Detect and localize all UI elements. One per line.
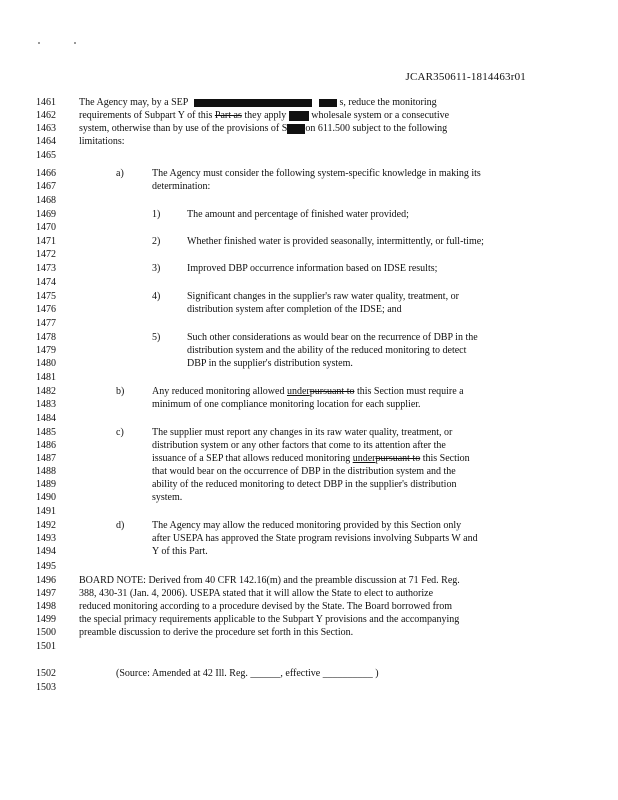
item-c-line-6: system. bbox=[152, 492, 183, 503]
redaction-bar bbox=[194, 99, 312, 107]
line-number: 1461 bbox=[36, 97, 56, 108]
board-note-line-3: reduced monitoring according to a procedure devised by the State. The Board borrowed from bbox=[79, 601, 453, 612]
board-note-line-5: preamble discussion to derive the procedure set forth in this Section. bbox=[79, 627, 354, 638]
line-number: 1494 bbox=[36, 546, 56, 557]
item-marker-2: 2) bbox=[152, 236, 161, 247]
intro-line-1 bbox=[79, 97, 437, 109]
line-number: 1474 bbox=[36, 277, 56, 288]
intro-line-4: limitations: bbox=[79, 136, 125, 147]
struck-text: pursuant to bbox=[375, 453, 421, 464]
item-a-line-1: The Agency must consider the following system-specific knowledge in making its bbox=[152, 168, 481, 179]
item-c-line-5: ability of the reduced monitoring to detect DBP in the supplier's distribution bbox=[152, 479, 457, 490]
item-c-line-1: The supplier must report any changes in its raw water quality, treatment, or bbox=[152, 427, 453, 438]
item-marker-4: 4) bbox=[152, 291, 161, 302]
item-marker-c: c) bbox=[116, 427, 124, 438]
line-number: 1478 bbox=[36, 332, 56, 343]
inserted-text: under bbox=[352, 453, 376, 464]
line-number: 1498 bbox=[36, 601, 56, 612]
struck-text: Part as bbox=[214, 110, 242, 121]
item-b-text: Any reduced monitoring allowed bbox=[152, 386, 287, 397]
line-number: 1482 bbox=[36, 386, 56, 397]
intro-text: requirements of Subpart Y of this bbox=[79, 110, 213, 121]
line-number: 1496 bbox=[36, 575, 56, 586]
item-marker-1: 1) bbox=[152, 209, 161, 220]
line-number: 1489 bbox=[36, 479, 56, 490]
redaction-bar bbox=[289, 111, 309, 121]
line-number: 1484 bbox=[36, 413, 56, 424]
item-d-line-3: Y of this Part. bbox=[152, 546, 208, 557]
intro-text: on 611.500 subject to the following bbox=[305, 123, 448, 134]
intro-text: The Agency may, by a SEP bbox=[79, 97, 188, 108]
line-number: 1500 bbox=[36, 627, 56, 638]
line-number: 1481 bbox=[36, 372, 56, 383]
line-number: 1475 bbox=[36, 291, 56, 302]
item-4-line-1: Significant changes in the supplier's raw water quality, treatment, or bbox=[187, 291, 459, 302]
line-number: 1466 bbox=[36, 168, 56, 179]
item-1-line-1: The amount and percentage of finished water provided; bbox=[187, 209, 409, 220]
redaction-bar bbox=[287, 124, 305, 134]
inserted-text: under bbox=[286, 386, 310, 397]
line-number: 1491 bbox=[36, 506, 56, 517]
line-number: 1470 bbox=[36, 222, 56, 233]
line-number: 1472 bbox=[36, 249, 56, 260]
line-number: 1473 bbox=[36, 263, 56, 274]
item-5-line-1: Such other considerations as would bear on the recurrence of DBP in the bbox=[187, 332, 478, 343]
line-number: 1493 bbox=[36, 533, 56, 544]
item-c-text: issuance of a SEP that allows reduced monitoring bbox=[152, 453, 353, 464]
item-marker-5: 5) bbox=[152, 332, 161, 343]
line-number: 1465 bbox=[36, 150, 56, 161]
line-number: 1463 bbox=[36, 123, 56, 134]
item-marker-a: a) bbox=[116, 168, 124, 179]
line-number: 1476 bbox=[36, 304, 56, 315]
line-number: 1485 bbox=[36, 427, 56, 438]
line-number: 1502 bbox=[36, 668, 56, 679]
line-number: 1503 bbox=[36, 682, 56, 693]
item-b-line-1 bbox=[152, 386, 464, 398]
intro-text: s, reduce the monitoring bbox=[339, 97, 437, 108]
item-3-line-1: Improved DBP occurrence information based on IDSE results; bbox=[187, 263, 438, 274]
item-4-line-2: distribution system after completion of the IDSE; and bbox=[187, 304, 402, 315]
intro-text: system, otherwise than by use of the provisions of S bbox=[79, 123, 288, 134]
line-number: 1467 bbox=[36, 181, 56, 192]
line-number: 1464 bbox=[36, 136, 56, 147]
line-number: 1462 bbox=[36, 110, 56, 121]
scan-speck bbox=[74, 42, 76, 44]
item-5-line-3: DBP in the supplier's distribution system. bbox=[187, 358, 353, 369]
item-c-line-2: distribution system or any other factors that come to its attention after the bbox=[152, 440, 446, 451]
scan-speck bbox=[38, 42, 40, 44]
source-note: (Source: Amended at 42 Ill. Reg. ______, effective __________ ) bbox=[116, 668, 379, 679]
line-number: 1471 bbox=[36, 236, 56, 247]
line-number: 1497 bbox=[36, 588, 56, 599]
line-number: 1469 bbox=[36, 209, 56, 220]
item-c-text: this Section bbox=[420, 453, 470, 464]
item-marker-d: d) bbox=[116, 520, 125, 531]
line-number: 1495 bbox=[36, 561, 56, 572]
item-marker-b: b) bbox=[116, 386, 125, 397]
intro-text: wholesale system or a consecutive bbox=[311, 110, 450, 121]
line-number: 1490 bbox=[36, 492, 56, 503]
line-number: 1479 bbox=[36, 345, 56, 356]
board-note-line-2: 388, 430-31 (Jan. 4, 2006). USEPA stated that it will allow the State to elect to authorize bbox=[79, 588, 434, 599]
item-2-line-1: Whether finished water is provided seasonally, intermittently, or full-time; bbox=[187, 236, 484, 247]
item-marker-3: 3) bbox=[152, 263, 161, 274]
item-d-line-1: The Agency may allow the reduced monitoring provided by this Section only bbox=[152, 520, 462, 531]
line-number: 1499 bbox=[36, 614, 56, 625]
line-number: 1501 bbox=[36, 641, 56, 652]
line-number: 1477 bbox=[36, 318, 56, 329]
document-id: JCAR350611-1814463r01 bbox=[405, 71, 526, 83]
line-number: 1487 bbox=[36, 453, 56, 464]
line-number: 1486 bbox=[36, 440, 56, 451]
struck-text: pursuant to bbox=[309, 386, 355, 397]
item-a-line-2: determination: bbox=[152, 181, 211, 192]
line-number: 1492 bbox=[36, 520, 56, 531]
board-note-line-1: BOARD NOTE: Derived from 40 CFR 142.16(m) and the preamble discussion at 71 Fed. Reg. bbox=[79, 575, 460, 586]
line-number: 1480 bbox=[36, 358, 56, 369]
item-c-line-4: that would bear on the occurrence of DBP in the distribution system and the bbox=[152, 466, 456, 477]
line-number: 1483 bbox=[36, 399, 56, 410]
item-b-text: this Section must require a bbox=[354, 386, 464, 397]
item-5-line-2: distribution system and the ability of the reduced monitoring to detect bbox=[187, 345, 467, 356]
board-note-line-4: the special primacy requirements applicable to the Subpart Y provisions and the accompanying bbox=[79, 614, 460, 625]
line-number: 1488 bbox=[36, 466, 56, 477]
redaction-bar bbox=[319, 99, 337, 107]
intro-line-3 bbox=[79, 123, 447, 135]
item-d-line-2: after USEPA has approved the State program revisions involving Subparts W and bbox=[152, 533, 478, 544]
item-c-line-3 bbox=[152, 453, 470, 465]
intro-line-2 bbox=[79, 110, 449, 122]
line-number: 1468 bbox=[36, 195, 56, 206]
item-b-line-2: minimum of one compliance monitoring location for each supplier. bbox=[152, 399, 421, 410]
intro-text: they apply bbox=[241, 110, 287, 121]
